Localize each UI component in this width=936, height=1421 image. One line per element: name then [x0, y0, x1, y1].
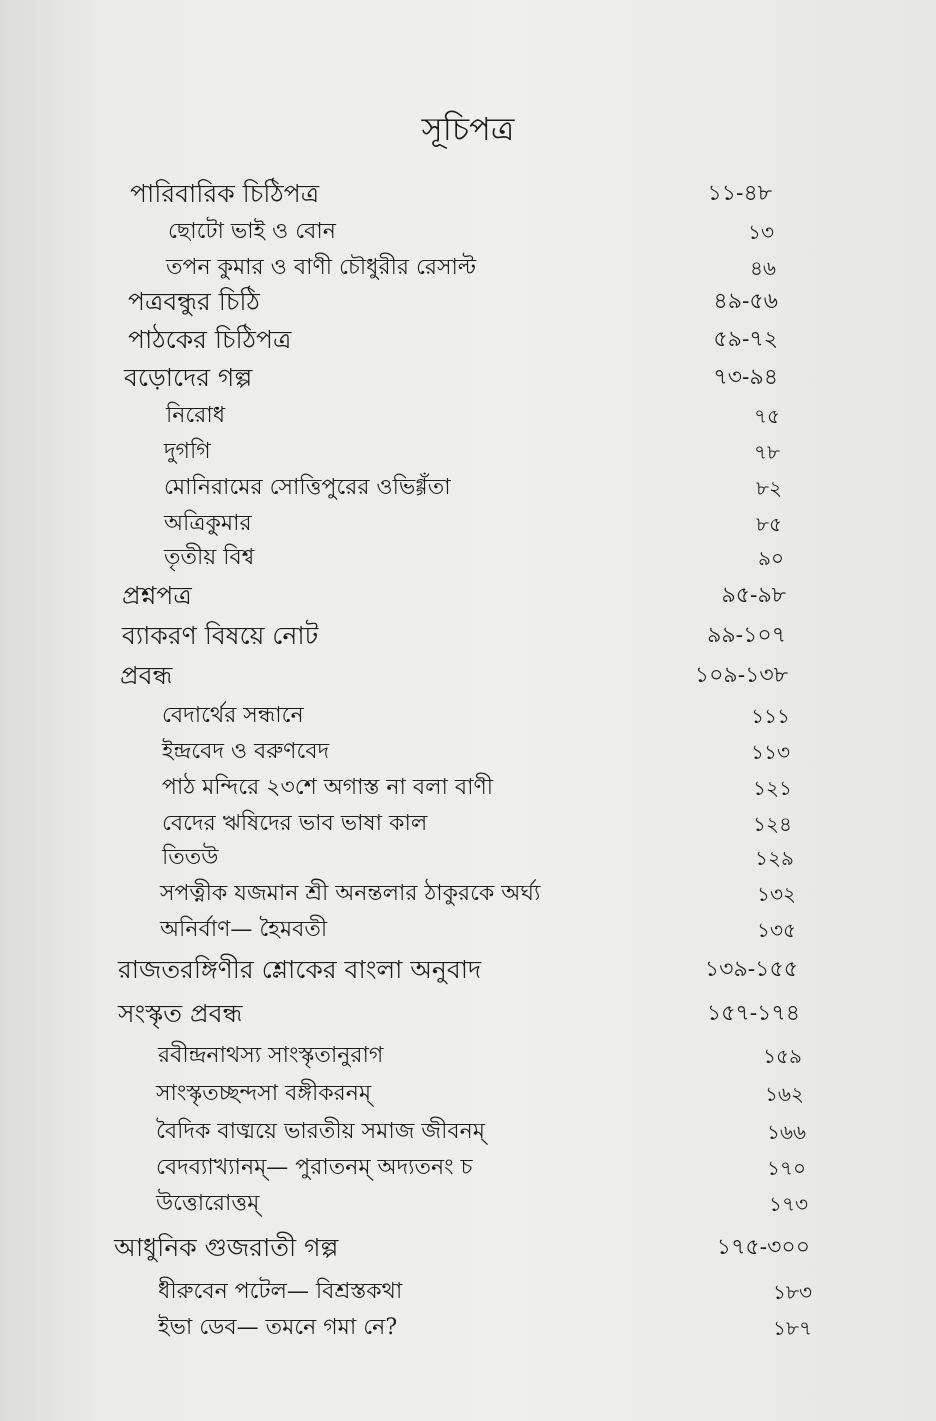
toc-entry-title: সপত্নীক যজমান শ্রী অনন্তলার ঠাকুরকে অর্ঘ্য [160, 881, 541, 906]
toc-entry [0, 996, 936, 1032]
page-title: সূচিপত্র [421, 110, 515, 148]
toc-entry [0, 952, 936, 988]
toc-entry-title: প্রশ্নপত্র [122, 581, 192, 610]
toc-entry-title: পত্রবন্ধুর চিঠি [128, 287, 260, 316]
toc-entry [0, 658, 936, 694]
toc-entry-pages: ১১১ [751, 704, 790, 728]
toc-entry-pages: ৯৯-১০৭ [707, 623, 786, 648]
toc-entry-pages: ৯০ [758, 546, 784, 570]
toc-entry-pages: ১৫৯ [763, 1044, 802, 1068]
toc-entry [0, 434, 936, 470]
toc-entry-title: পারিবারিক চিঠিপত্র [130, 179, 320, 208]
toc-entry-pages: ১২৯ [755, 846, 794, 870]
toc-entry-pages: ৯৫-৯৮ [721, 583, 786, 608]
toc-entry-title: অত্রিকুমার [164, 511, 252, 536]
toc-entry [0, 506, 936, 542]
toc-entry [0, 360, 936, 396]
toc-entry-pages: ৭৮ [754, 440, 780, 464]
toc-entry [0, 284, 936, 320]
toc-entry [0, 578, 936, 614]
toc-entry [0, 618, 936, 654]
toc-entry-title: বড়োদের গল্প [124, 363, 253, 392]
toc-entry [0, 806, 936, 842]
toc-entry-pages: ১৮৩ [773, 1280, 812, 1304]
toc-entry-pages: ১০৯-১৩৮ [694, 663, 788, 688]
toc-entry [0, 1150, 936, 1186]
toc-entry [0, 1274, 936, 1310]
toc-entry-title: নিরোধ [166, 403, 226, 428]
toc-entry-pages: ৭৫ [754, 404, 780, 428]
toc-entry-title: সংস্কৃত প্রবন্ধ [118, 999, 243, 1028]
toc-entry-pages: ৭৩-৯৪ [713, 365, 778, 390]
toc-entry-pages: ৮৫ [756, 512, 782, 536]
toc-entry-pages: ১৮৭ [773, 1316, 812, 1340]
toc-entry-pages: ১৫৭-১৭৪ [706, 1001, 800, 1026]
toc-entry [0, 698, 936, 734]
toc-entry-pages: ১১-৪৮ [707, 181, 772, 206]
toc-entry [0, 876, 936, 912]
toc-entry-title: তপন কুমার ও বাণী চৌধুরীর রেসাল্ট [166, 255, 477, 280]
toc-entry [0, 398, 936, 434]
toc-entry [0, 1310, 936, 1346]
toc-entry-title: ধীরুবেন পটেল— বিশ্রস্তকথা [158, 1279, 403, 1304]
toc-entry-title: ব্যাকরণ বিষয়ে নোট [122, 621, 319, 650]
toc-entry [0, 470, 936, 506]
toc-entry [0, 250, 936, 286]
toc-entry-pages: ৪৬ [750, 256, 776, 280]
toc-entry-pages: ৪৯-৫৬ [713, 289, 778, 314]
toc-entry-title: ইন্দ্রবেদ ও বরুণবেদ [162, 739, 330, 764]
toc-entry [0, 770, 936, 806]
toc-entry-pages: ১২৪ [753, 812, 792, 836]
toc-entry [0, 1038, 936, 1074]
toc-entry [0, 1230, 936, 1266]
toc-entry-title: তিতউ [162, 845, 219, 870]
toc-entry-title: ছোটো ভাই ও বোন [168, 219, 336, 244]
toc-entry-title: অনির্বাণ— হৈমবতী [160, 917, 328, 942]
toc-entry [0, 176, 936, 212]
toc-entry-title: মোনিরামের সোত্তিপুরের ওভিগ্গঁতা [164, 475, 451, 500]
toc-entry [0, 1076, 936, 1112]
toc-entry-title: আধুনিক গুজরাতী গল্প [114, 1233, 339, 1262]
toc-entry [0, 540, 936, 576]
toc-entry-pages: ৮২ [756, 476, 782, 500]
toc-entry [0, 912, 936, 948]
toc-entry-title: ইভা ডেব— তমনে গমা নে? [158, 1315, 398, 1340]
toc-entry-title: দুগগি [164, 439, 211, 464]
toc-entry-pages: ১৭৫-৩০০ [716, 1235, 810, 1260]
toc-entry-title: পাঠ মন্দিরে ২৩শে অগাস্ত না বলা বাণী [162, 775, 494, 800]
toc-entry-pages: ১৭৩ [769, 1192, 808, 1216]
toc-entry-pages: ১৩৯-১৫৫ [704, 957, 798, 982]
toc-entry-pages: ১২১ [753, 776, 792, 800]
toc-entry-pages: ১৩ [748, 220, 774, 244]
toc-entry-pages: ১১৩ [751, 740, 790, 764]
toc-entry-title: বেদের ঋষিদের ভাব ভাষা কাল [162, 811, 428, 836]
toc-entry-pages: ১৩২ [757, 882, 796, 906]
toc-entry [0, 1186, 936, 1222]
toc-entry-title: উত্তোরোত্তম্ [156, 1191, 260, 1216]
toc-entry-pages: ১৩৫ [757, 918, 796, 942]
toc-entry [0, 734, 936, 770]
toc-entry-title: রবীন্দ্রনাথস্য সাংস্কৃতানুরাগ [158, 1043, 384, 1068]
toc-entry-pages: ১৬২ [765, 1082, 804, 1106]
toc-entry [0, 1114, 936, 1150]
toc-entry [0, 214, 936, 250]
toc-entry-title: বৈদিক বাঙ্ময়ে ভারতীয় সমাজ জীবনম্ [156, 1119, 485, 1144]
toc-entry-title: সাংস্কৃতচ্ছন্দসা বঙ্গীকরনম্ [156, 1081, 372, 1106]
toc-entry-title: পাঠকের চিঠিপত্র [128, 325, 292, 354]
toc-entry-title: তৃতীয় বিশ্ব [164, 545, 255, 570]
toc-entry-title: বেদার্থের সন্ধানে [162, 703, 304, 728]
toc-entry [0, 840, 936, 876]
toc-entry-pages: ১৭০ [767, 1156, 806, 1180]
toc-entry-pages: ৫৯-৭২ [713, 327, 778, 352]
toc-entry-pages: ১৬৬ [767, 1120, 806, 1144]
toc-entry-title: রাজতরঙ্গিণীর শ্লোকের বাংলা অনুবাদ [118, 955, 482, 984]
toc-entry [0, 322, 936, 358]
toc-entry-title: প্রবন্ধ [120, 661, 173, 690]
toc-entry-title: বেদব্যাখ্যানম্— পুরাতনম্ অদ্যতনং চ [156, 1155, 473, 1180]
